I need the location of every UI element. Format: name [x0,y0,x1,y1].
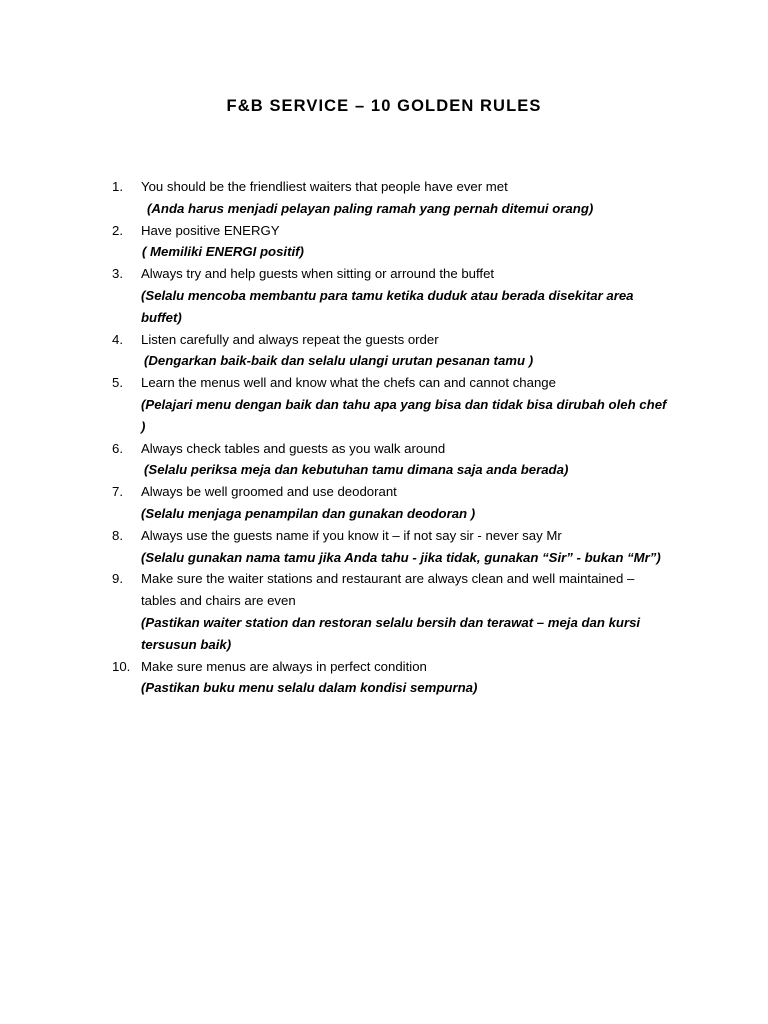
rule-item-7 [0,481,768,525]
rule-item-5 [0,372,768,437]
rule-item-10 [0,656,768,700]
rule-number: 6. [112,440,123,456]
rule-english-text: Always be well groomed and use deodorant [141,484,397,500]
rule-text [141,481,671,525]
rule-number: 9. [112,571,123,587]
rule-item-2 [0,220,768,264]
rule-item-8 [0,525,768,569]
rule-number: 4. [112,331,123,347]
rule-indonesian-text: (Selalu menjaga penampilan dan gunakan deodoran ) [141,505,476,521]
rule-number: 8. [112,527,123,543]
rule-text [141,656,671,700]
rule-number: 7. [112,484,123,500]
rule-indonesian-text: (Dengarkan baik-baik dan selalu ulangi urutan pesanan tamu ) [144,353,534,369]
rule-english-text: Always use the guests name if you know it – if not say sir - never say Mr [141,527,562,543]
rule-number: 1. [112,179,123,194]
rule-number: 10. [112,658,131,674]
rule-english-text: Always check tables and guests as you walk around [141,440,446,456]
rule-item-1 [0,176,768,220]
rule-indonesian-text: (Anda harus menjadi pelayan paling ramah yang pernah ditemui orang) [147,200,594,216]
rule-text [141,525,671,569]
rule-indonesian-text: (Pelajari menu dengan baik dan tahu apa yang bisa dan tidak bisa dirubah oleh chef ) [141,396,667,434]
rule-indonesian-text: (Pastikan waiter station dan restoran selalu bersih dan terawat – meja dan kursi tersusun baik) [141,614,641,652]
rule-text [141,329,671,373]
rule-text [141,176,671,220]
rule-english-text: Have positive ENERGY [141,222,280,238]
rule-number: 5. [112,375,123,391]
rule-item-6 [0,438,768,482]
rule-text [141,220,671,264]
rule-text [141,568,671,655]
rule-indonesian-text: (Pastikan buku menu selalu dalam kondisi sempurna) [141,680,478,696]
rule-indonesian-text: (Selalu gunakan nama tamu jika Anda tahu - jika tidak, gunakan “Sir” - bukan “Mr”) [141,549,661,565]
rule-number: 2. [112,222,123,238]
rule-indonesian-text: (Selalu periksa meja dan kebutuhan tamu dimana saja anda berada) [144,462,569,478]
rule-indonesian-text: (Selalu mencoba membantu para tamu ketika duduk atau berada disekitar area buffet) [141,287,634,325]
rule-english-text: Make sure the waiter stations and restaurant are always clean and well maintained – tables and chairs are even [141,571,635,609]
rule-number: 3. [112,266,123,282]
rule-text [141,372,671,437]
rule-english-text: Make sure menus are always in perfect condition [141,658,427,674]
rule-item-4 [0,329,768,373]
rule-text [141,438,671,482]
rule-english-text: Always try and help guests when sitting or arround the buffet [141,266,495,282]
rule-item-9 [0,568,768,655]
document-title: F&B SERVICE – 10 GOLDEN RULES [226,97,542,115]
rules-list [0,176,768,699]
rule-english-text: Listen carefully and always repeat the guests order [141,331,439,347]
rule-item-3 [0,263,768,328]
rule-indonesian-text: ( Memiliki ENERGI positif) [142,244,304,260]
rule-english-text: Learn the menus well and know what the chefs can and cannot change [141,375,556,391]
rule-text [141,263,671,328]
rule-english-text: You should be the friendliest waiters that people have ever met [141,179,508,194]
